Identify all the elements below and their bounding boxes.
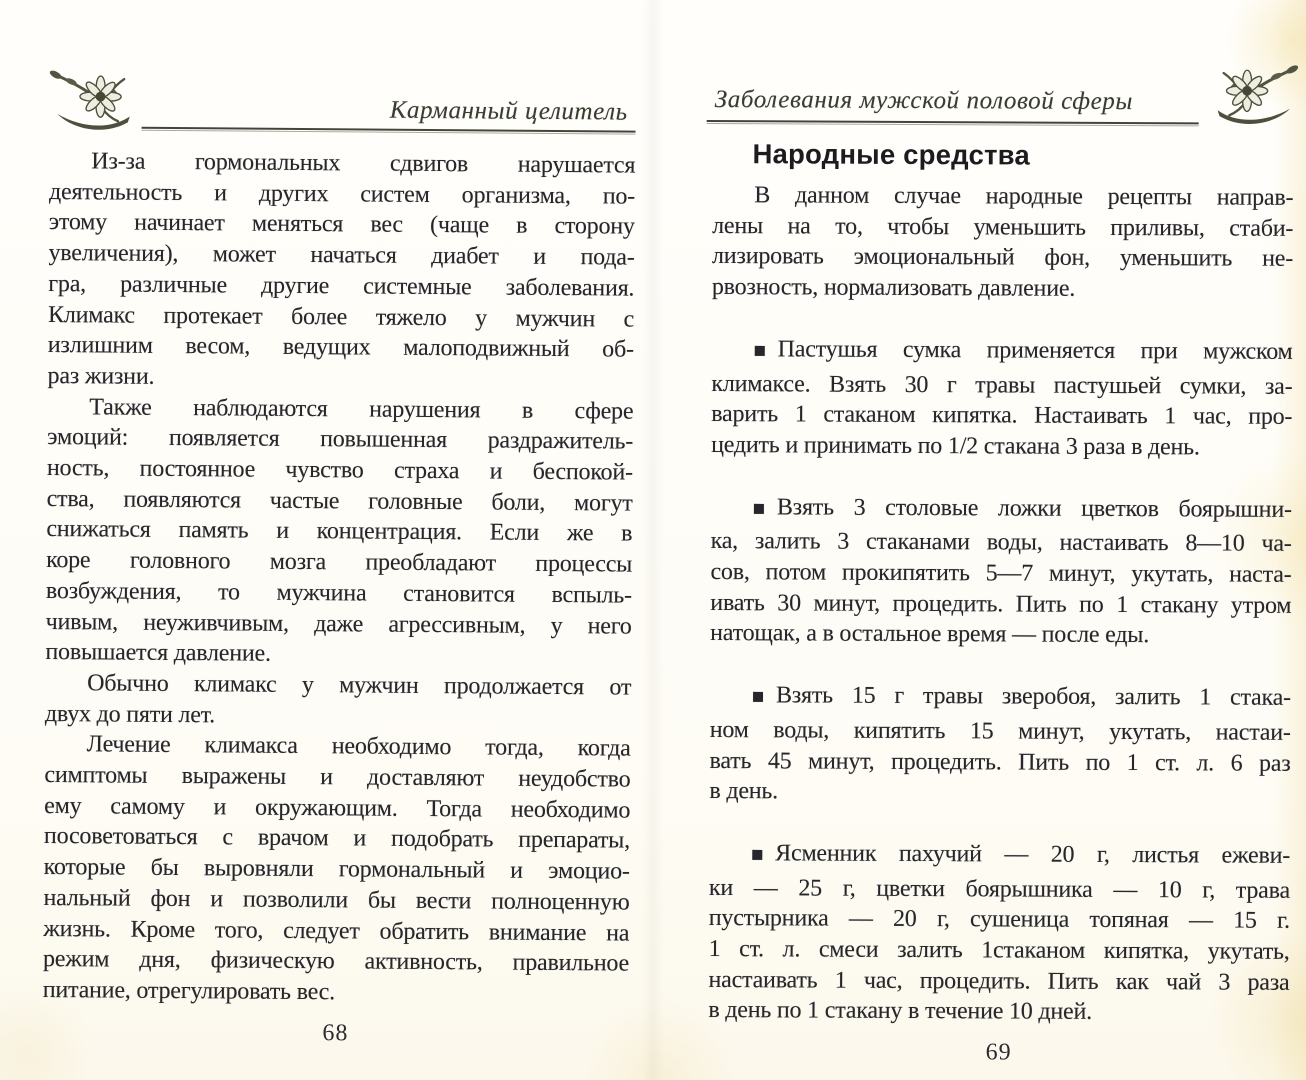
text-line: которые бы выровняли гормональный и эмоцио- <box>43 854 630 885</box>
text-line: натощак, а в остальное время — после еды. <box>710 620 1150 649</box>
section-heading: Народные средства <box>752 138 1030 171</box>
text-line: рвозность, нормализовать давление. <box>711 274 1076 302</box>
text-line: ивать 30 минут, процедить. Пить по 1 стакану утром <box>710 589 1292 619</box>
text-line: чивым, неуживчивым, даже агрессивным, у него <box>45 608 632 640</box>
header-rule <box>707 120 1199 124</box>
text-line: режим дня, физическую активность, правильное <box>42 946 630 977</box>
text-line: лизировать эмоциональный фон, уменьшить не- <box>711 243 1294 273</box>
running-title-left: Карманный целитель <box>389 96 628 126</box>
text-line: коре головного мозга преобладают процессы <box>46 547 633 578</box>
text-line: нальный фон и позволили бы вести полноценную <box>43 884 630 916</box>
text-line: двух до пяти лет. <box>44 700 216 728</box>
text-line: ■ Взять 3 столовые ложки цветков боярышни- <box>711 492 1292 530</box>
text-line: снижаться память и концентрация. Если же в <box>46 516 633 548</box>
bullet-square-icon: ■ <box>751 847 764 863</box>
text-line: ность, постоянное чувство страха и беспокой- <box>46 455 633 486</box>
flower-ornament-icon <box>1210 58 1306 144</box>
text-line: ■ Ясменник пахучий — 20 г, листья ежеви- <box>709 838 1290 876</box>
page-68 <box>42 70 636 1049</box>
text-line: ■ Пастушья сумка применяется при мужском <box>711 334 1292 372</box>
text-line: в день по 1 стакану в течение 10 дней. <box>708 997 1093 1026</box>
remedy-paragraph <box>708 838 1290 1029</box>
remedy-paragraph <box>711 334 1293 464</box>
text-line: ему самому и окружающим. Тогда необходимо <box>44 792 631 824</box>
flower-ornament-icon <box>39 64 138 151</box>
page-69-header <box>713 60 1294 125</box>
text-line: Также наблюдаются нарушения в сфере <box>89 393 634 425</box>
paragraph <box>712 180 1294 306</box>
text-line: гра, различные другие системные заболевания. <box>48 270 635 302</box>
text-line: повышается давление. <box>45 639 271 668</box>
bullet-square-icon: ■ <box>751 689 765 705</box>
text-line: 1 ст. л. смеси залить 1стаканом кипятка, укутать, <box>708 936 1290 965</box>
text-line: увеличения), может начаться диабет и пода- <box>48 240 635 271</box>
text-line: цедить и принимать по 1/2 стакана 3 раза в день. <box>711 431 1200 461</box>
text-line: ства, появляются частые головные боли, могут <box>46 485 633 517</box>
text-line: климаксе. Взять 30 г травы пастушьей сумки, за- <box>711 370 1293 400</box>
intro-paragraphs <box>712 180 1294 306</box>
text-line: питание, отрегулировать вес. <box>42 976 336 1006</box>
text-line: возбуждения, то мужчина становится вспыль- <box>45 577 632 609</box>
text-line: вать 45 минут, процедить. Пить по 1 ст. л. 6 раз <box>709 747 1291 777</box>
text-line: жизнь. Кроме того, следует обратить внимание на <box>43 915 630 947</box>
text-line: раз жизни. <box>47 362 155 390</box>
paragraph <box>45 668 631 734</box>
text-line: симптомы выражены и доставляют неудобство <box>44 762 631 793</box>
text-line: ■ Взять 15 г травы зверобоя, залить 1 стака- <box>710 680 1291 718</box>
text-line: сов, потом прокипятить 5—7 минут, укутать, наста- <box>710 559 1292 588</box>
header-rule <box>142 127 636 133</box>
text-line: пустырника — 20 г, сушеница топяная — 15 г. <box>708 905 1290 935</box>
paragraph <box>43 729 631 1010</box>
remedy-paragraph <box>710 492 1292 652</box>
paragraph <box>45 392 633 673</box>
page-69-body <box>708 180 1293 1029</box>
text-line: излишним весом, ведущих малоподвижный об- <box>47 332 634 363</box>
page-gutter-shadow <box>642 0 664 1080</box>
text-line: Лечение климакса необходимо тогда, когда <box>86 731 631 762</box>
text-line: в день. <box>709 778 779 805</box>
text-line: лены на то, чтобы уменьшить приливы, стаби- <box>712 212 1294 242</box>
text-line: деятельность и других систем организма, по- <box>48 178 636 210</box>
page-68-header <box>50 70 636 133</box>
text-line: настаивать 1 час, процедить. Пить как чай 3 раза <box>708 966 1290 996</box>
bullet-square-icon: ■ <box>752 500 765 516</box>
text-line: варить 1 стаканом кипятка. Настаивать 1 час, про- <box>711 401 1293 431</box>
bullet-square-icon: ■ <box>753 343 766 359</box>
page-number-68: 68 <box>322 1019 349 1047</box>
running-title-right: Заболевания мужской половой сферы <box>714 86 1134 116</box>
remedies-list <box>708 334 1292 1029</box>
text-line: Обычно климакс у мужчин продолжается от <box>87 670 632 701</box>
text-line: ка, залить 3 стаканами воды, настаивать 8—10 ча- <box>710 528 1292 558</box>
text-line: этому начинает меняться вес (чаще в сторону <box>48 209 635 241</box>
page-68-body <box>43 146 636 1010</box>
remedy-paragraph <box>709 680 1291 810</box>
page-number-69: 69 <box>985 1039 1012 1066</box>
text-line: ки — 25 г, цветки боярышника — 10 г, трава <box>708 874 1291 904</box>
text-line: посоветоваться с врачом и подобрать препараты, <box>43 823 631 855</box>
text-line: ном воды, кипятить 15 минут, укутать, настаи- <box>709 716 1291 746</box>
text-line: эмоций: появляется повышенная раздражитель- <box>47 424 634 455</box>
text-line: В данном случае народные рецепты направ- <box>754 182 1294 211</box>
text-line: Климакс протекает более тяжело у мужчин с <box>47 301 635 333</box>
paragraph <box>47 146 635 396</box>
page-69 <box>708 60 1294 1068</box>
text-line: Из-за гормональных сдвигов нарушается <box>91 148 636 179</box>
